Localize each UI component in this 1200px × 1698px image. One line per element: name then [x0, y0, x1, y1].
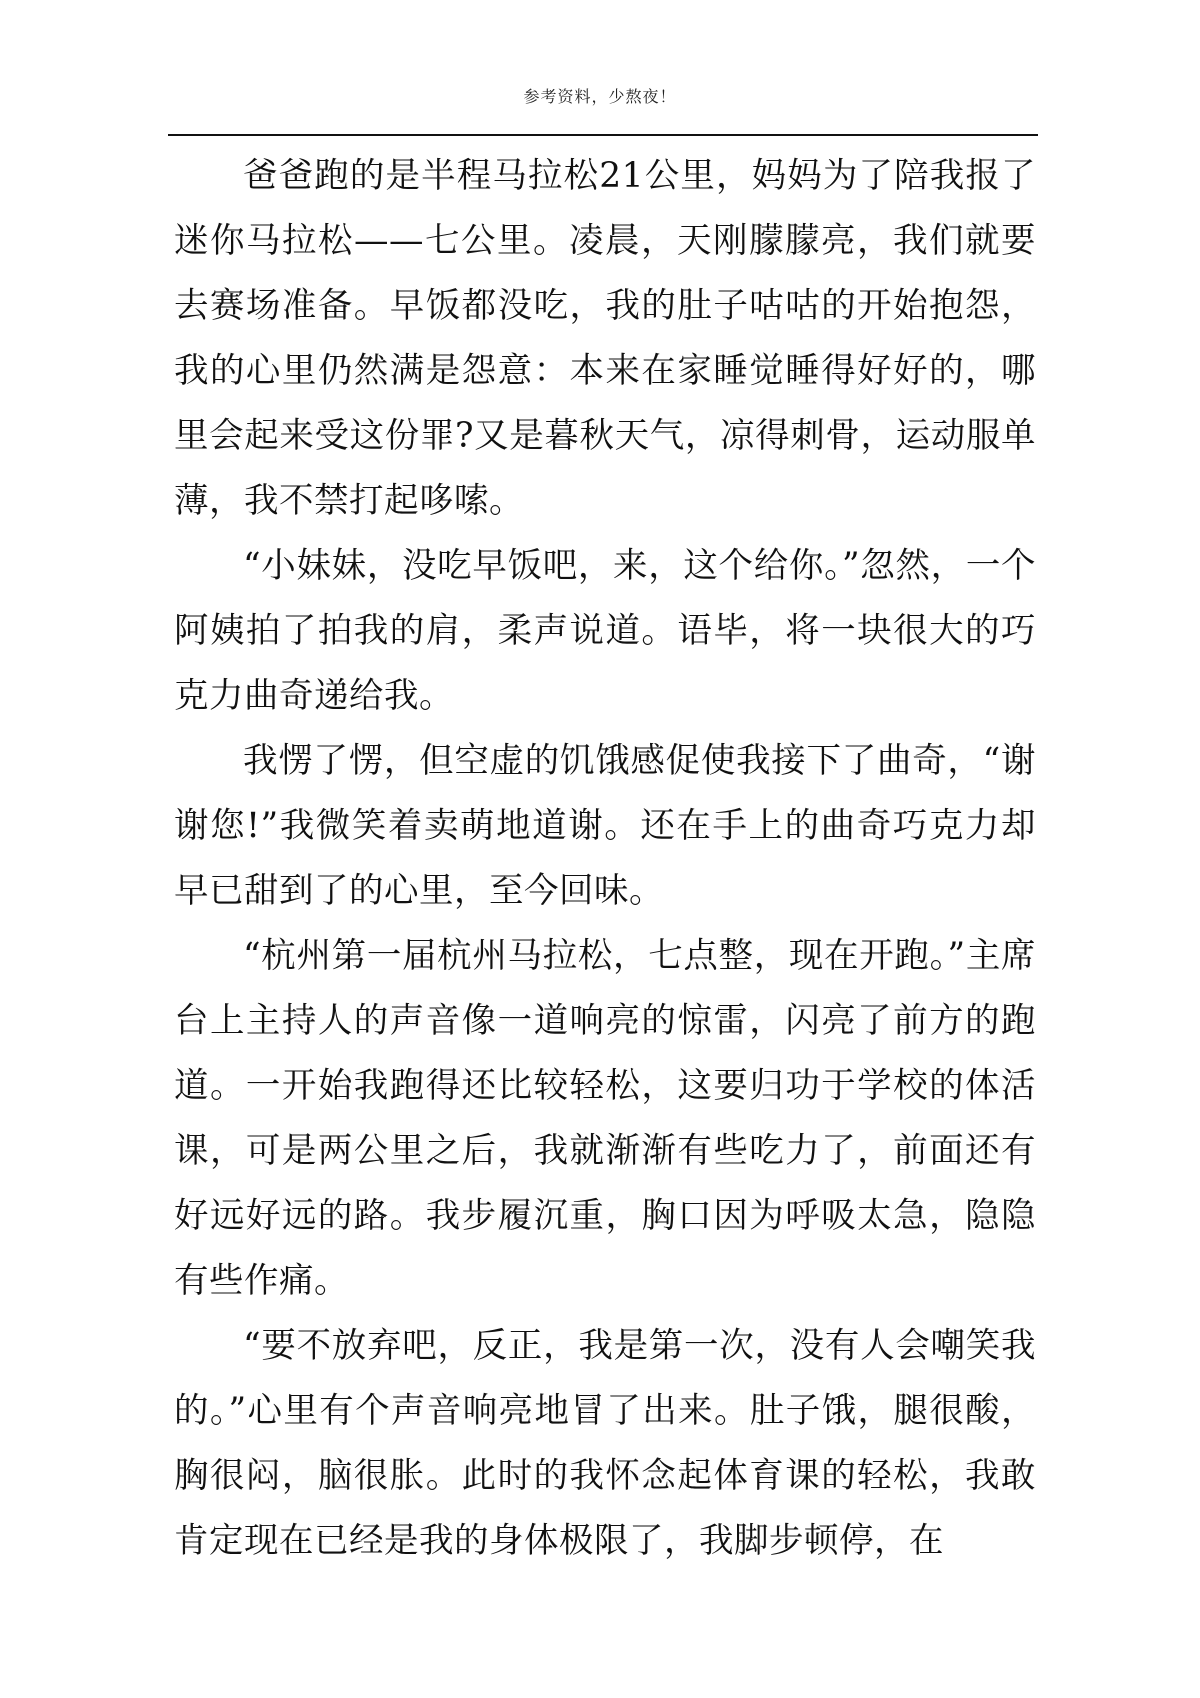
- paragraph-1: 爸爸跑的是半程马拉松21公里，妈妈为了陪我报了迷你马拉松——七公里。凌晨，天刚朦朦亮，我们就要去赛场准备。早饭都没吃，我的肚子咕咕的开始抱怨，我的心里仍然满是怨意：本来在家睡觉睡得好好的，哪里会起来受这份罪?又是暮秋天气，凉得刺骨，运动服单薄，我不禁打起哆嗦。: [174, 156, 1036, 521]
- paragraph-3: 我愣了愣，但空虚的饥饿感促使我接下了曲奇，“谢谢您!”我微笑着卖萌地道谢。还在手上的曲奇巧克力却早已甜到了的心里，至今回味。: [174, 741, 1036, 911]
- paragraph-4: “杭州第一届杭州马拉松，七点整，现在开跑。”主席台上主持人的声音像一道响亮的惊雷，闪亮了前方的跑道。一开始我跑得还比较轻松，这要归功于学校的体活课，可是两公里之后，我就渐渐有些吃力了，前面还有好远好远的路。我步履沉重，胸口因为呼吸太急，隐隐有些作痛。: [174, 936, 1036, 1301]
- paragraph-2: “小妹妹，没吃早饭吧，来，这个给你。”忽然，一个阿姨拍了拍我的肩，柔声说道。语毕，将一块很大的巧克力曲奇递给我。: [174, 546, 1036, 716]
- page-header: 参考资料，少熬夜！: [523, 87, 677, 106]
- document-body: [174, 144, 1036, 1574]
- paragraph-5: “要不放弃吧，反正，我是第一次，没有人会嘲笑我的。”心里有个声音响亮地冒了出来。肚子饿，腿很酸，胸很闷，脑很胀。此时的我怀念起体育课的轻松，我敢肯定现在已经是我的身体极限了，我脚步顿停，在: [174, 1326, 1036, 1561]
- header-divider: [168, 134, 1038, 136]
